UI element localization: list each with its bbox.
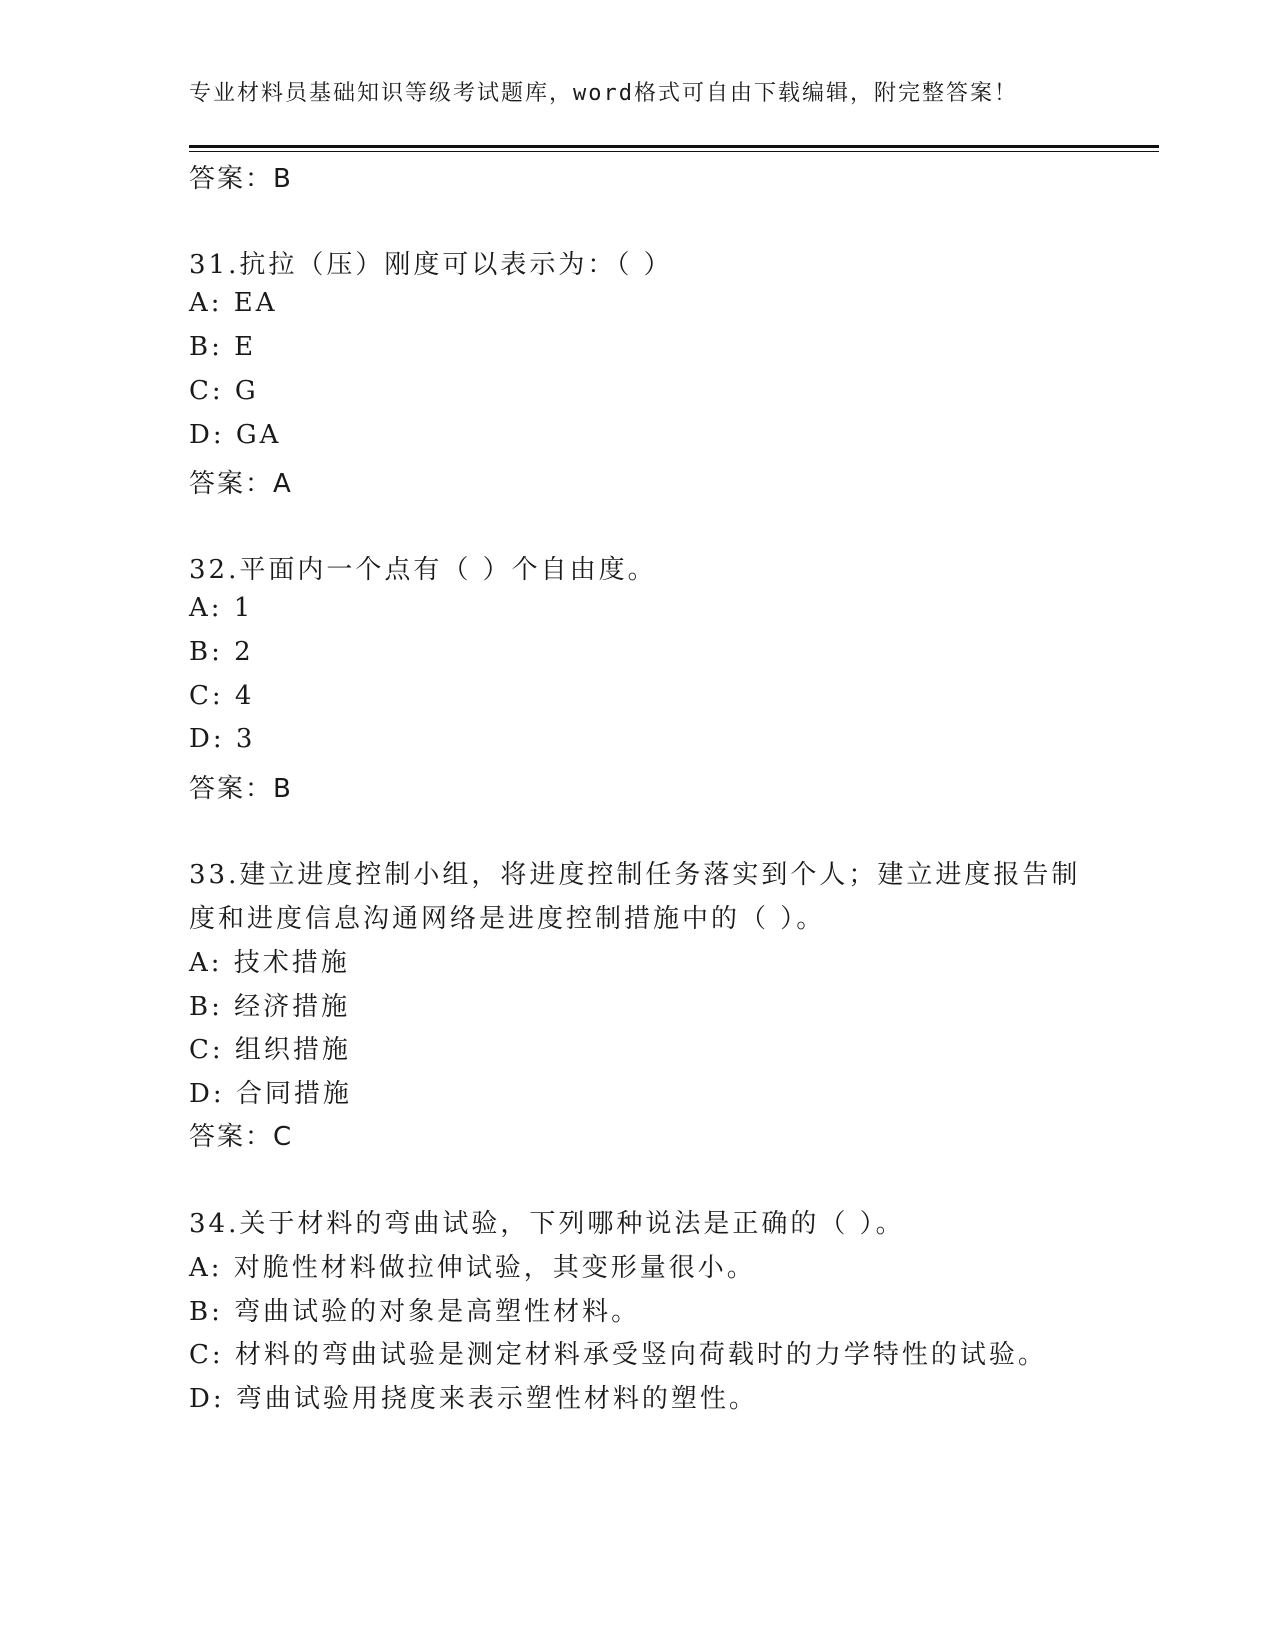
question-33-option-b: B: 经济措施 [189,992,351,1022]
question-32-option-c: C: 4 [189,681,255,711]
header-rule-thin [189,151,1159,152]
question-34-option-b: B: 弯曲试验的对象是高塑性材料。 [189,1297,641,1327]
answer-prev: 答案：B [189,164,293,194]
question-33-answer: 答案：C [189,1122,294,1152]
question-31-answer: 答案：A [189,469,293,499]
header-rule-thick [189,145,1159,148]
question-31-option-b: B: E [189,332,257,362]
question-32-option-b: B: 2 [189,637,254,667]
question-33-stem-line-1: 33.建立进度控制小组，将进度控制任务落实到个人；建立进度报告制 [189,860,1081,890]
question-31-option-c: C: G [189,376,259,406]
question-33-option-a: A: 技术措施 [189,948,350,978]
question-34-option-d: D: 弯曲试验用挠度来表示塑性材料的塑性。 [189,1384,758,1414]
question-33-option-d: D: 合同措施 [189,1079,352,1109]
question-31-stem: 31.抗拉（压）刚度可以表示为：（ ） [189,250,673,280]
question-32-answer: 答案：B [189,774,293,804]
question-33-stem-line-2: 度和进度信息沟通网络是进度控制措施中的（ ）。 [189,904,826,934]
question-32-option-a: A: 1 [189,593,254,623]
question-33-option-c: C: 组织措施 [189,1035,351,1065]
question-32-stem: 32.平面内一个点有（ ）个自由度。 [189,555,657,585]
question-32-option-d: D: 3 [189,724,256,754]
question-34-option-c: C: 材料的弯曲试验是测定材料承受竖向荷载时的力学特性的试验。 [189,1340,1047,1370]
question-31-option-a: A: EA [189,288,278,318]
page-header: 专业材料员基础知识等级考试题库，word格式可自由下载编辑，附完整答案！ [189,81,1018,106]
question-34-stem: 34.关于材料的弯曲试验，下列哪种说法是正确的（ ）。 [189,1209,905,1239]
question-31-option-d: D: GA [189,420,282,450]
question-34-option-a: A: 对脆性材料做拉伸试验，其变形量很小。 [189,1253,756,1283]
